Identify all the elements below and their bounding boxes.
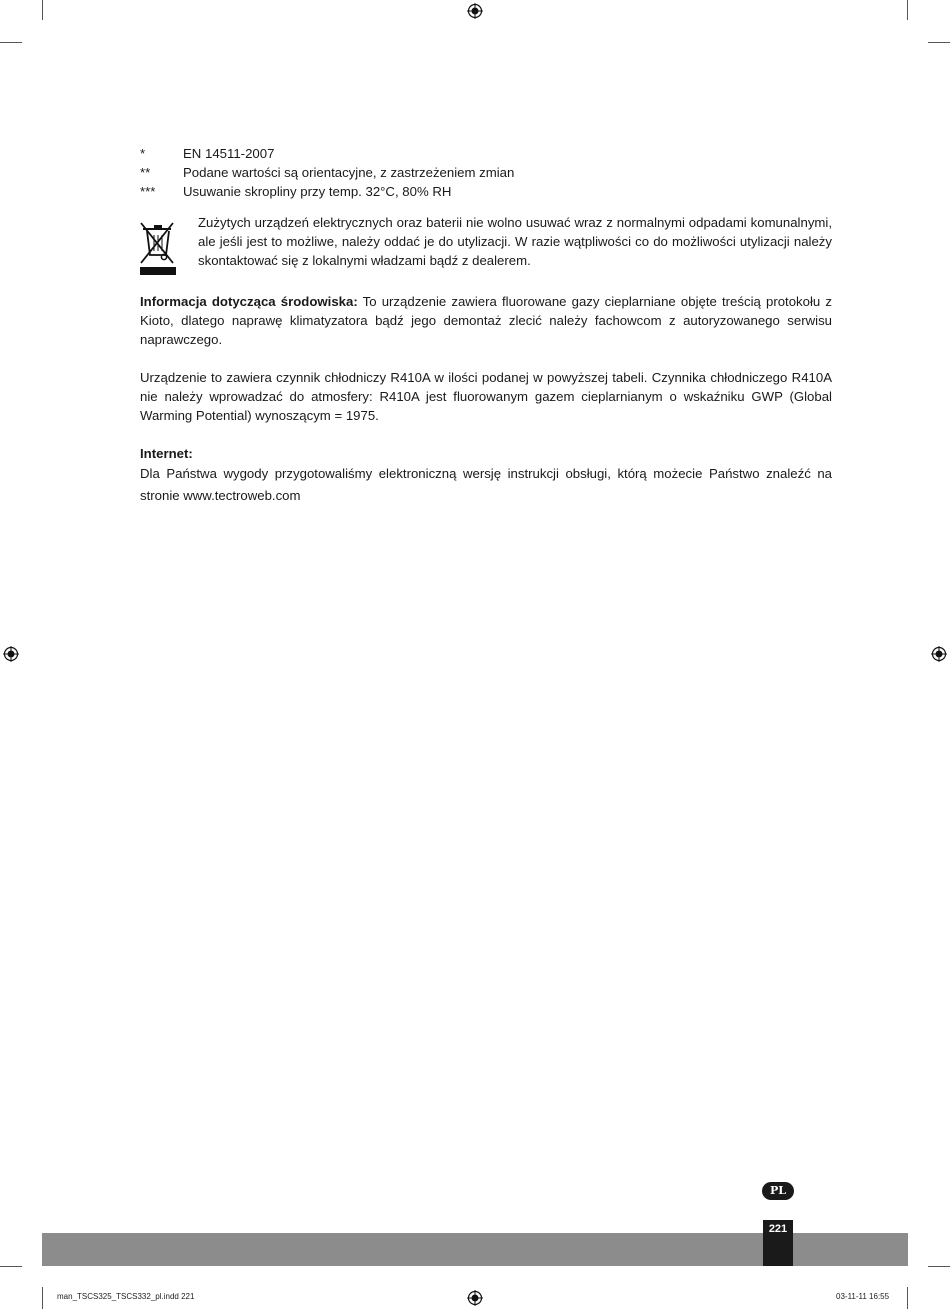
footnote-text: Usuwanie skropliny przy temp. 32°C, 80% RH: [183, 184, 452, 199]
footnote-text: EN 14511-2007: [183, 146, 275, 161]
environment-label: Informacja dotycząca środowiska:: [140, 294, 358, 309]
environment-text: To urządzenie zawiera fluorowane gazy cieplarniane objęte treścią protokołu z Kioto, dlatego naprawę klimatyzatora bądź jego demontaż zlecić należy fachowcom z autoryzowanego serwisu naprawczego.: [140, 294, 832, 347]
footnote-mark: **: [140, 165, 151, 180]
crop-mark: [928, 1266, 950, 1267]
registration-mark-icon: [467, 3, 483, 19]
print-slug-filename: man_TSCS325_TSCS332_pl.indd 221: [57, 1292, 195, 1301]
footnote: [140, 163, 832, 182]
print-slug-timestamp: 03-11-11 16:55: [836, 1292, 890, 1301]
footnote-mark: ***: [140, 184, 156, 199]
language-badge: PL: [762, 1182, 794, 1200]
footnote-text: Podane wartości są orientacyjne, z zastrzeżeniem zmian: [183, 165, 515, 180]
footnotes: [140, 144, 832, 201]
weee-text: Zużytych urządzeń elektrycznych oraz baterii nie wolno usuwać wraz z normalnymi odpadami komunalnymi, ale jeśli jest to możliwe, należy oddać je do utylizacji. W razie wątpliwości co do możliwości utylizacji należy skontaktować się z lokalnymi władzami bądź z dealerem.: [198, 215, 832, 268]
registration-mark-icon: [467, 1290, 483, 1306]
refrigerant-info: Urządzenie to zawiera czynnik chłodniczy R410A w ilości podanej w powyższej tabeli. Czynnika chłodniczego R410A nie należy wprowadzać do atmosfery: R410A jest fluorowanym gazem cieplarnianym o wskaźniku GWP (Global Warming Potential) wynoszącym = 1975.: [140, 370, 832, 423]
crossed-out-wheelie-bin-icon: [140, 219, 176, 275]
footnote: [140, 144, 832, 163]
crop-mark: [907, 0, 908, 20]
crop-mark: [42, 1287, 43, 1309]
internet-heading: Internet:: [140, 446, 193, 461]
environment-info: [140, 292, 832, 349]
page-number: 221: [763, 1220, 793, 1266]
registration-mark-icon: [931, 646, 947, 662]
crop-mark: [0, 42, 22, 43]
registration-mark-icon: [3, 646, 19, 662]
footnote: [140, 182, 832, 201]
crop-mark: [928, 42, 950, 43]
internet-text: Dla Państwa wygody przygotowaliśmy elektroniczną wersję instrukcji obsługi, którą możecie Państwo znaleźć na stronie www.tectroweb.com: [140, 466, 832, 503]
crop-mark: [907, 1287, 908, 1309]
crop-mark: [0, 1266, 22, 1267]
footnote-mark: *: [140, 146, 146, 161]
page-content: [140, 144, 832, 507]
weee-notice: [140, 213, 832, 275]
crop-mark: [42, 0, 43, 20]
